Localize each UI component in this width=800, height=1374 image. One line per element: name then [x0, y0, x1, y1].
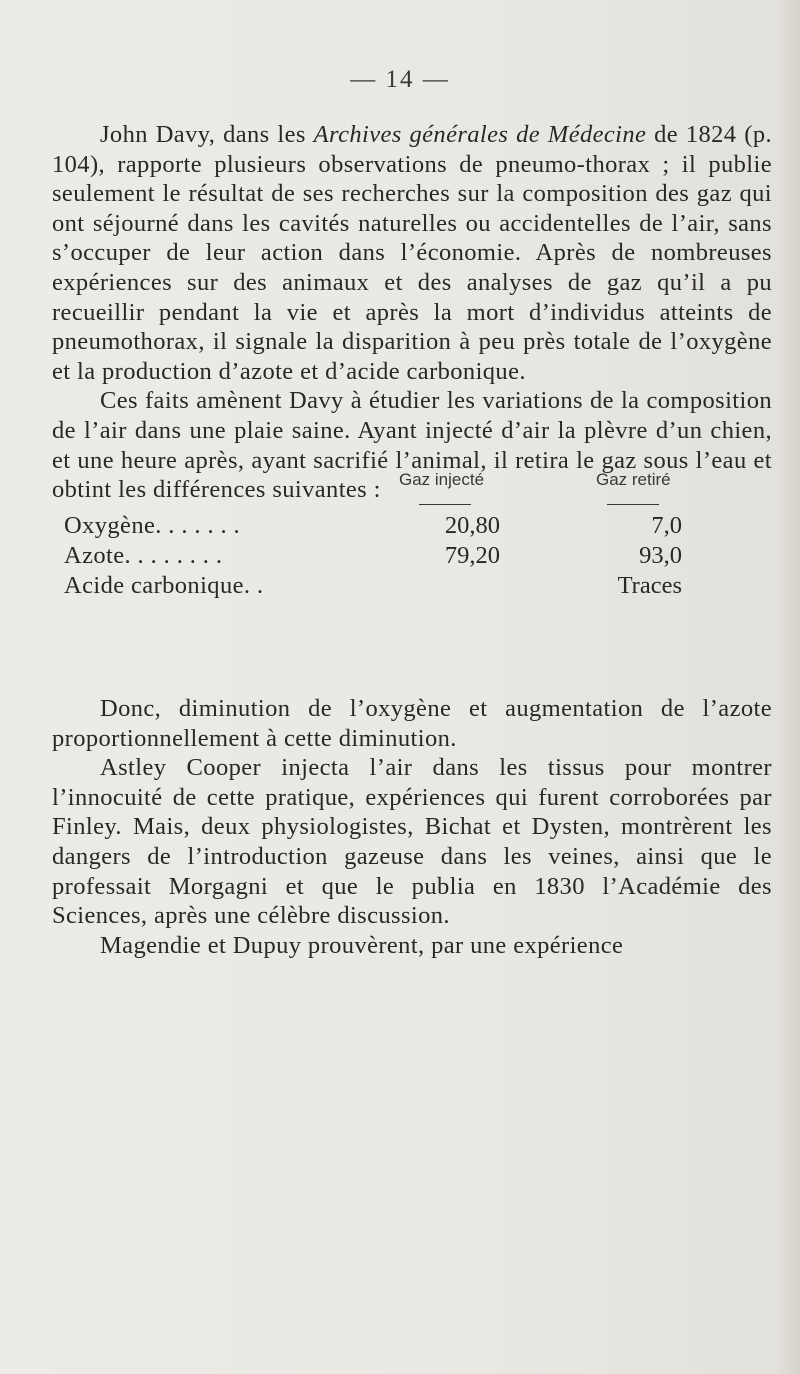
row-injected-value: 20,80: [444, 512, 500, 539]
row-removed-value: 7,0: [651, 512, 682, 539]
body-text: [52, 120, 772, 505]
row-injected-value: 79,20: [444, 542, 500, 569]
closing-text: [52, 694, 772, 960]
table-row: [52, 542, 772, 572]
row-removed-value: 93,0: [639, 542, 682, 569]
paragraph-davy-experiment: Ces faits amènent Davy à étudier les variations de la composition de l’air dans une plaie saine. Ayant injecté d’air la plèvre d’un chien, et une heure après, ayant sacrifié l’animal, il retira le gaz sous l’eau et obtint les différences suivantes :: [52, 387, 772, 504]
gas-composition-table: [52, 470, 772, 602]
header-injected-gas: Gaz injecté: [399, 470, 485, 489]
journal-title: Archives générales de Médecine: [313, 121, 647, 148]
header-rules: [52, 500, 772, 512]
header-rule-injected: [419, 504, 471, 505]
page-edge-shadow: [778, 0, 800, 1374]
row-label: Oxygène. . . . . . .: [64, 512, 241, 539]
page-number: — 14 —: [350, 66, 450, 93]
table-row: [52, 572, 772, 602]
paragraph-text: John Davy, dans les: [100, 121, 314, 148]
row-removed-value: Traces: [617, 572, 682, 599]
paragraph-cooper: Astley Cooper injecta l’air dans les tissus pour montrer l’innocuité de cette pratique, expériences qui furent corroborées par Finley. Mais, deux physiologistes, Bichat et Dysten, montrèrent les dangers de l’introduction gazeuse dans les veines, ainsi que le professait Morgagni et que le publia en 1830 l’Académie des Sciences, après une célèbre discussion.: [52, 754, 772, 930]
header-rule-removed: [607, 504, 659, 505]
table-header: [52, 470, 772, 500]
header-removed-gas: Gaz retiré: [596, 470, 671, 489]
row-label: Azote. . . . . . . .: [64, 542, 223, 569]
paragraph-magendie: Magendie et Dupuy prouvèrent, par une expérience: [100, 931, 624, 959]
paragraph-text: de 1824 (p. 104), rapporte plusieurs observations de pneumo-thorax ; il publie seulement le résultat de ses recherches sur la composition des gaz qui ont séjourné dans les cavités naturelles ou accidentelles de l’air, sans s’occuper de leur action dans l’économie. Après de nombreuses expériences sur des animaux et des analyses de gaz qu’il a pu recueillir pendant la vie et après la mort d’individus atteints de pneumothorax, il signale la disparition à peu près totale de l’oxygène et la production d’azote et d’acide carbonique.: [52, 121, 773, 385]
paragraph-conclusion: Donc, diminution de l’oxygène et augmentation de l’azote proportionnellement à cette diminution.: [52, 695, 772, 752]
table-row: [52, 512, 772, 542]
paragraph-davy-archives: [52, 120, 772, 386]
row-label: Acide carbonique. .: [64, 572, 264, 599]
